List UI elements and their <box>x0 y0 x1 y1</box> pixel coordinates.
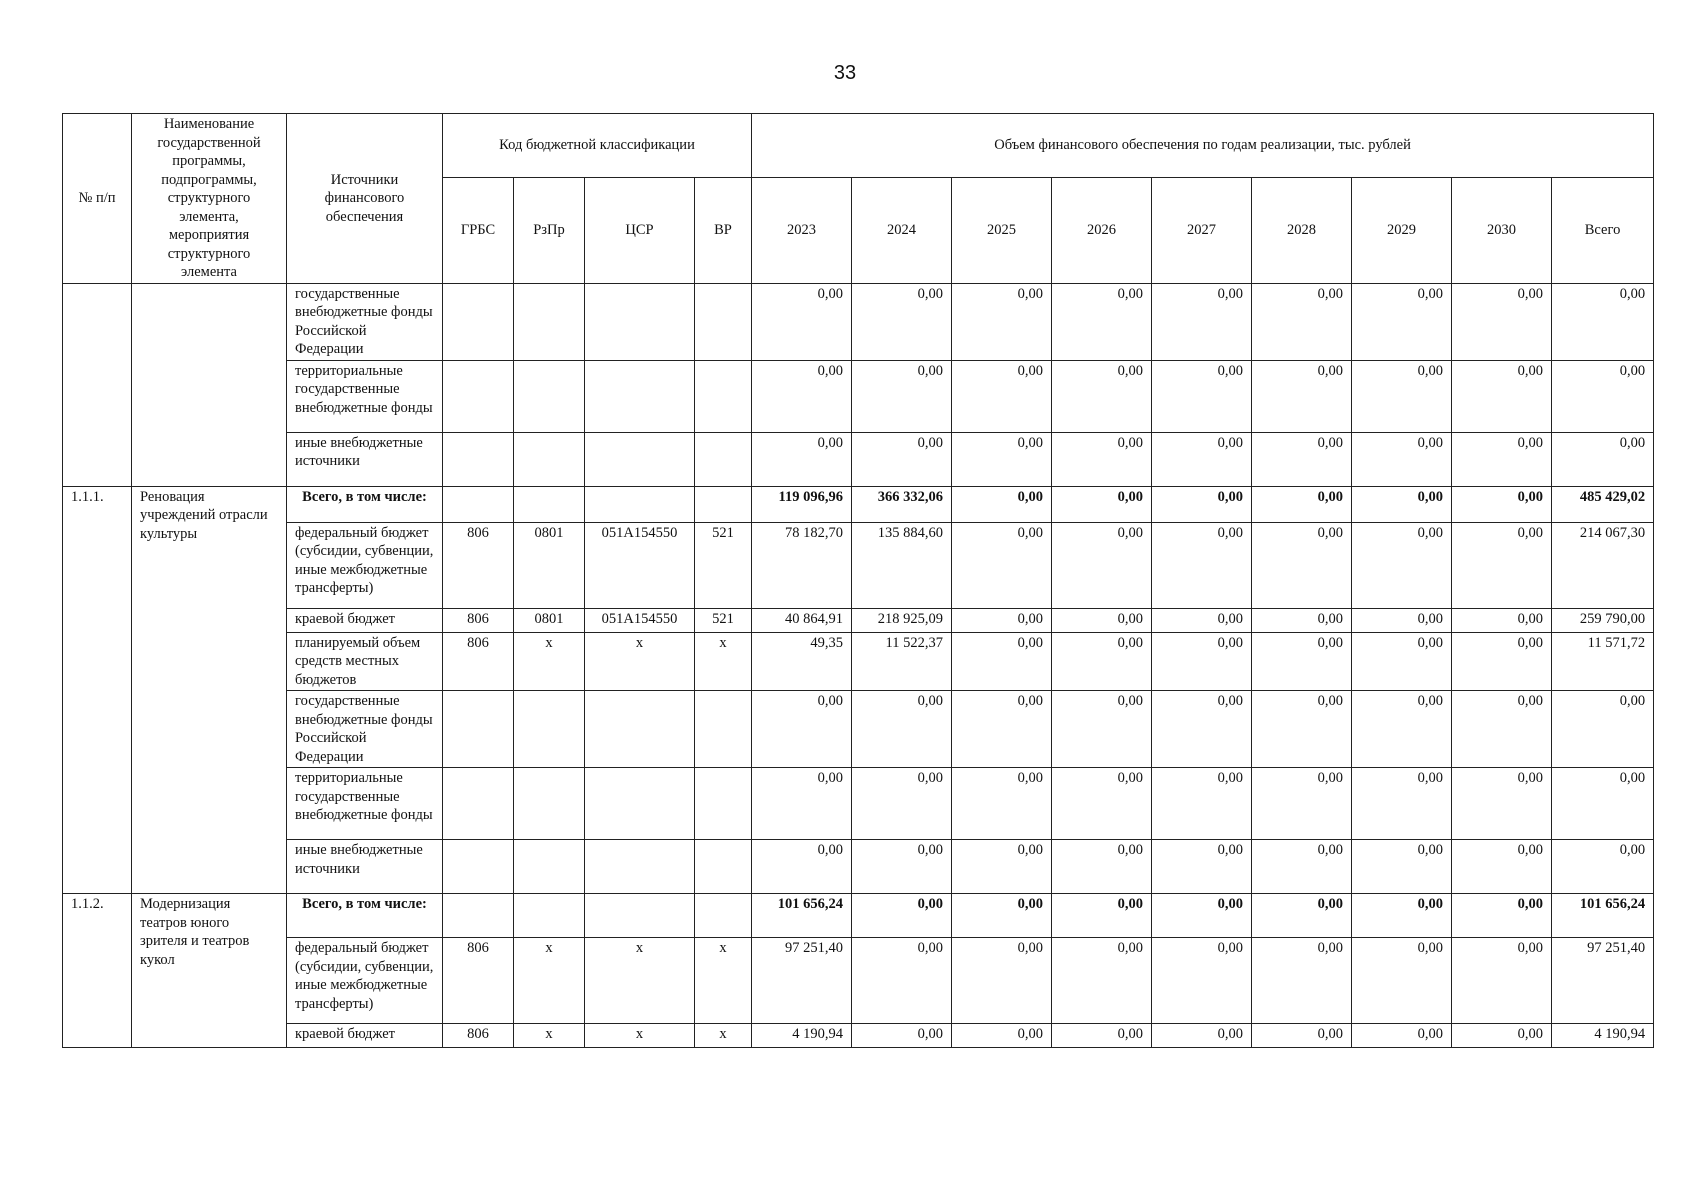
amount-cell: 0,00 <box>1452 1024 1552 1048</box>
amount-cell: 97 251,40 <box>1552 938 1654 1024</box>
amount-cell: 0,00 <box>1152 608 1252 632</box>
amount-cell: 0,00 <box>1252 360 1352 432</box>
amount-cell: 0,00 <box>1452 691 1552 768</box>
amount-cell: 0,00 <box>1452 840 1552 894</box>
budget-code-cell: 0801 <box>514 608 585 632</box>
header-name: Наименование государственной программы, подпрограммы, структурного элемента, мероприятия структурного элемента <box>132 114 287 284</box>
amount-cell: 0,00 <box>1352 1024 1452 1048</box>
amount-cell: 0,00 <box>1152 522 1252 608</box>
amount-cell: 0,00 <box>1252 486 1352 522</box>
header-year: 2030 <box>1452 177 1552 283</box>
amount-cell: 40 864,91 <box>752 608 852 632</box>
funding-source: государственные внебюджетные фонды Российской Федерации <box>287 691 443 768</box>
table-row <box>63 1024 1654 1048</box>
amount-cell: 0,00 <box>852 768 952 840</box>
amount-cell: 0,00 <box>1152 840 1252 894</box>
row-number: 1.1.2. <box>63 894 132 1048</box>
amount-cell: 0,00 <box>1152 1024 1252 1048</box>
header-year: 2027 <box>1152 177 1252 283</box>
table-row <box>63 522 1654 608</box>
amount-cell: 0,00 <box>1352 840 1452 894</box>
budget-code-cell <box>443 283 514 360</box>
header-no: № п/п <box>63 114 132 284</box>
funding-source: планируемый объем средств местных бюджетов <box>287 632 443 691</box>
amount-cell: 0,00 <box>1352 283 1452 360</box>
budget-code-cell: 806 <box>443 608 514 632</box>
budget-code-cell: x <box>514 938 585 1024</box>
budget-code-cell <box>585 691 695 768</box>
amount-cell: 0,00 <box>1352 522 1452 608</box>
amount-cell: 0,00 <box>1152 632 1252 691</box>
amount-cell: 0,00 <box>852 1024 952 1048</box>
funding-source: краевой бюджет <box>287 1024 443 1048</box>
amount-cell: 0,00 <box>852 432 952 486</box>
budget-code-cell <box>585 894 695 938</box>
amount-cell: 0,00 <box>1552 691 1654 768</box>
amount-cell: 0,00 <box>952 1024 1052 1048</box>
amount-cell: 0,00 <box>1552 283 1654 360</box>
funding-source: Всего, в том числе: <box>287 894 443 938</box>
budget-code-cell <box>514 691 585 768</box>
budget-code-cell <box>514 894 585 938</box>
amount-cell: 0,00 <box>1452 608 1552 632</box>
budget-code-cell: x <box>514 632 585 691</box>
funding-source: федеральный бюджет (субсидии, субвенции, иные межбюджетные трансферты) <box>287 522 443 608</box>
budget-code-cell: 521 <box>695 608 752 632</box>
amount-cell: 0,00 <box>1152 360 1252 432</box>
table-row <box>63 768 1654 840</box>
amount-cell: 0,00 <box>1352 486 1452 522</box>
amount-cell: 485 429,02 <box>1552 486 1654 522</box>
row-number <box>63 283 132 486</box>
amount-cell: 49,35 <box>752 632 852 691</box>
amount-cell: 119 096,96 <box>752 486 852 522</box>
budget-code-cell <box>514 283 585 360</box>
amount-cell: 0,00 <box>1352 691 1452 768</box>
funding-source: иные внебюджетные источники <box>287 432 443 486</box>
budget-code-cell <box>443 360 514 432</box>
amount-cell: 0,00 <box>1352 608 1452 632</box>
amount-cell: 0,00 <box>1052 1024 1152 1048</box>
budget-code-cell <box>695 486 752 522</box>
table-row <box>63 360 1654 432</box>
budget-code-cell: 0801 <box>514 522 585 608</box>
amount-cell: 0,00 <box>1252 608 1352 632</box>
amount-cell: 0,00 <box>752 840 852 894</box>
funding-source: федеральный бюджет (субсидии, субвенции, иные межбюджетные трансферты) <box>287 938 443 1024</box>
amount-cell: 0,00 <box>752 283 852 360</box>
budget-code-cell: x <box>695 1024 752 1048</box>
amount-cell: 0,00 <box>952 522 1052 608</box>
amount-cell: 0,00 <box>1052 283 1152 360</box>
budget-code-cell <box>585 283 695 360</box>
amount-cell: 218 925,09 <box>852 608 952 632</box>
amount-cell: 101 656,24 <box>1552 894 1654 938</box>
amount-cell: 0,00 <box>752 691 852 768</box>
measure-name: Реновация учреждений отрасли культуры <box>132 486 287 894</box>
amount-cell: 0,00 <box>1052 608 1152 632</box>
budget-code-cell <box>585 768 695 840</box>
amount-cell: 0,00 <box>952 894 1052 938</box>
amount-cell: 0,00 <box>952 938 1052 1024</box>
amount-cell: 0,00 <box>1152 283 1252 360</box>
page-number: 33 <box>833 62 857 84</box>
table-row <box>63 691 1654 768</box>
amount-cell: 0,00 <box>952 691 1052 768</box>
budget-code-cell <box>695 894 752 938</box>
amount-cell: 0,00 <box>752 360 852 432</box>
amount-cell: 0,00 <box>1052 768 1152 840</box>
header-row-1 <box>63 114 1654 178</box>
budget-code-cell <box>585 840 695 894</box>
amount-cell: 0,00 <box>852 894 952 938</box>
funding-source: краевой бюджет <box>287 608 443 632</box>
amount-cell: 0,00 <box>1452 432 1552 486</box>
amount-cell: 0,00 <box>1452 768 1552 840</box>
budget-code-cell: x <box>585 632 695 691</box>
financing-table <box>62 113 1654 1048</box>
amount-cell: 0,00 <box>1252 632 1352 691</box>
amount-cell: 135 884,60 <box>852 522 952 608</box>
amount-cell: 0,00 <box>1052 840 1152 894</box>
funding-source: Всего, в том числе: <box>287 486 443 522</box>
header-year: 2025 <box>952 177 1052 283</box>
budget-code-cell <box>443 691 514 768</box>
header-code: ВР <box>695 177 752 283</box>
amount-cell: 0,00 <box>1152 432 1252 486</box>
table-row <box>63 938 1654 1024</box>
amount-cell: 0,00 <box>1452 938 1552 1024</box>
amount-cell: 0,00 <box>852 840 952 894</box>
budget-code-cell: x <box>585 938 695 1024</box>
header-year: 2028 <box>1252 177 1352 283</box>
amount-cell: 0,00 <box>952 608 1052 632</box>
amount-cell: 0,00 <box>1152 894 1252 938</box>
amount-cell: 0,00 <box>852 938 952 1024</box>
funding-source: иные внебюджетные источники <box>287 840 443 894</box>
budget-code-cell <box>695 840 752 894</box>
amount-cell: 0,00 <box>1552 840 1654 894</box>
amount-cell: 0,00 <box>1352 894 1452 938</box>
table-body <box>63 283 1654 1048</box>
amount-cell: 0,00 <box>1252 840 1352 894</box>
amount-cell: 0,00 <box>1552 768 1654 840</box>
amount-cell: 0,00 <box>1252 768 1352 840</box>
amount-cell: 0,00 <box>1252 283 1352 360</box>
amount-cell: 0,00 <box>752 432 852 486</box>
header-year: 2029 <box>1352 177 1452 283</box>
amount-cell: 0,00 <box>752 768 852 840</box>
amount-cell: 0,00 <box>1052 691 1152 768</box>
amount-cell: 4 190,94 <box>752 1024 852 1048</box>
amount-cell: 0,00 <box>952 283 1052 360</box>
amount-cell: 0,00 <box>1252 691 1352 768</box>
budget-code-cell <box>514 360 585 432</box>
amount-cell: 0,00 <box>1352 432 1452 486</box>
header-volume-group: Объем финансового обеспечения по годам реализации, тыс. рублей <box>752 114 1654 178</box>
table-row <box>63 632 1654 691</box>
amount-cell: 97 251,40 <box>752 938 852 1024</box>
budget-code-cell <box>443 768 514 840</box>
table-row <box>63 283 1654 360</box>
budget-code-cell: x <box>585 1024 695 1048</box>
table-row <box>63 432 1654 486</box>
budget-code-cell <box>443 894 514 938</box>
measure-name <box>132 283 287 486</box>
row-number: 1.1.1. <box>63 486 132 894</box>
budget-code-cell: x <box>514 1024 585 1048</box>
amount-cell: 101 656,24 <box>752 894 852 938</box>
budget-code-cell: 051A154550 <box>585 608 695 632</box>
amount-cell: 11 571,72 <box>1552 632 1654 691</box>
amount-cell: 0,00 <box>1052 632 1152 691</box>
amount-cell: 0,00 <box>1252 894 1352 938</box>
table-row <box>63 840 1654 894</box>
budget-code-cell <box>695 691 752 768</box>
amount-cell: 0,00 <box>952 632 1052 691</box>
header-code: РзПр <box>514 177 585 283</box>
budget-code-cell: 806 <box>443 938 514 1024</box>
amount-cell: 0,00 <box>1352 360 1452 432</box>
amount-cell: 0,00 <box>1452 283 1552 360</box>
amount-cell: 0,00 <box>1252 1024 1352 1048</box>
amount-cell: 0,00 <box>1052 938 1152 1024</box>
budget-code-cell <box>514 432 585 486</box>
amount-cell: 0,00 <box>852 691 952 768</box>
header-year: Всего <box>1552 177 1654 283</box>
amount-cell: 0,00 <box>1052 486 1152 522</box>
budget-code-cell: x <box>695 938 752 1024</box>
amount-cell: 366 332,06 <box>852 486 952 522</box>
amount-cell: 0,00 <box>1452 632 1552 691</box>
header-year: 2024 <box>852 177 952 283</box>
budget-code-cell <box>695 768 752 840</box>
amount-cell: 0,00 <box>1152 768 1252 840</box>
budget-code-cell <box>585 486 695 522</box>
budget-code-cell <box>585 360 695 432</box>
amount-cell: 0,00 <box>1252 938 1352 1024</box>
budget-code-cell: 806 <box>443 632 514 691</box>
budget-code-cell <box>443 486 514 522</box>
budget-code-cell <box>695 360 752 432</box>
header-code-group: Код бюджетной классификации <box>443 114 752 178</box>
amount-cell: 214 067,30 <box>1552 522 1654 608</box>
total-row <box>63 894 1654 938</box>
header-source: Источники финансового обеспечения <box>287 114 443 284</box>
funding-source: государственные внебюджетные фонды Российской Федерации <box>287 283 443 360</box>
budget-code-cell: 806 <box>443 522 514 608</box>
amount-cell: 11 522,37 <box>852 632 952 691</box>
budget-code-cell <box>443 840 514 894</box>
amount-cell: 0,00 <box>1452 486 1552 522</box>
amount-cell: 0,00 <box>1352 768 1452 840</box>
budget-code-cell <box>514 486 585 522</box>
amount-cell: 0,00 <box>1452 894 1552 938</box>
budget-code-cell <box>585 432 695 486</box>
amount-cell: 0,00 <box>1152 691 1252 768</box>
budget-code-cell: 806 <box>443 1024 514 1048</box>
amount-cell: 0,00 <box>852 283 952 360</box>
header-code: ГРБС <box>443 177 514 283</box>
funding-source: территориальные государственные внебюджетные фонды <box>287 360 443 432</box>
amount-cell: 0,00 <box>1552 360 1654 432</box>
budget-code-cell <box>695 283 752 360</box>
amount-cell: 0,00 <box>1052 894 1152 938</box>
amount-cell: 0,00 <box>1452 522 1552 608</box>
amount-cell: 0,00 <box>1152 938 1252 1024</box>
amount-cell: 0,00 <box>1352 632 1452 691</box>
budget-code-cell <box>514 768 585 840</box>
amount-cell: 0,00 <box>1252 522 1352 608</box>
amount-cell: 0,00 <box>1052 432 1152 486</box>
amount-cell: 4 190,94 <box>1552 1024 1654 1048</box>
amount-cell: 0,00 <box>952 840 1052 894</box>
amount-cell: 0,00 <box>1552 432 1654 486</box>
amount-cell: 0,00 <box>952 432 1052 486</box>
table-row <box>63 608 1654 632</box>
amount-cell: 0,00 <box>1052 360 1152 432</box>
amount-cell: 0,00 <box>852 360 952 432</box>
budget-code-cell <box>695 432 752 486</box>
header-year: 2026 <box>1052 177 1152 283</box>
amount-cell: 0,00 <box>1352 938 1452 1024</box>
budget-code-cell <box>514 840 585 894</box>
amount-cell: 0,00 <box>952 486 1052 522</box>
total-row <box>63 486 1654 522</box>
amount-cell: 0,00 <box>1052 522 1152 608</box>
amount-cell: 0,00 <box>1452 360 1552 432</box>
budget-code-cell: 051A154550 <box>585 522 695 608</box>
funding-source: территориальные государственные внебюджетные фонды <box>287 768 443 840</box>
header-code: ЦСР <box>585 177 695 283</box>
amount-cell: 0,00 <box>1152 486 1252 522</box>
measure-name: Модернизация театров юного зрителя и театров кукол <box>132 894 287 1048</box>
amount-cell: 0,00 <box>1252 432 1352 486</box>
amount-cell: 0,00 <box>952 360 1052 432</box>
budget-code-cell: x <box>695 632 752 691</box>
amount-cell: 78 182,70 <box>752 522 852 608</box>
budget-code-cell: 521 <box>695 522 752 608</box>
budget-code-cell <box>443 432 514 486</box>
amount-cell: 0,00 <box>952 768 1052 840</box>
amount-cell: 259 790,00 <box>1552 608 1654 632</box>
header-year: 2023 <box>752 177 852 283</box>
